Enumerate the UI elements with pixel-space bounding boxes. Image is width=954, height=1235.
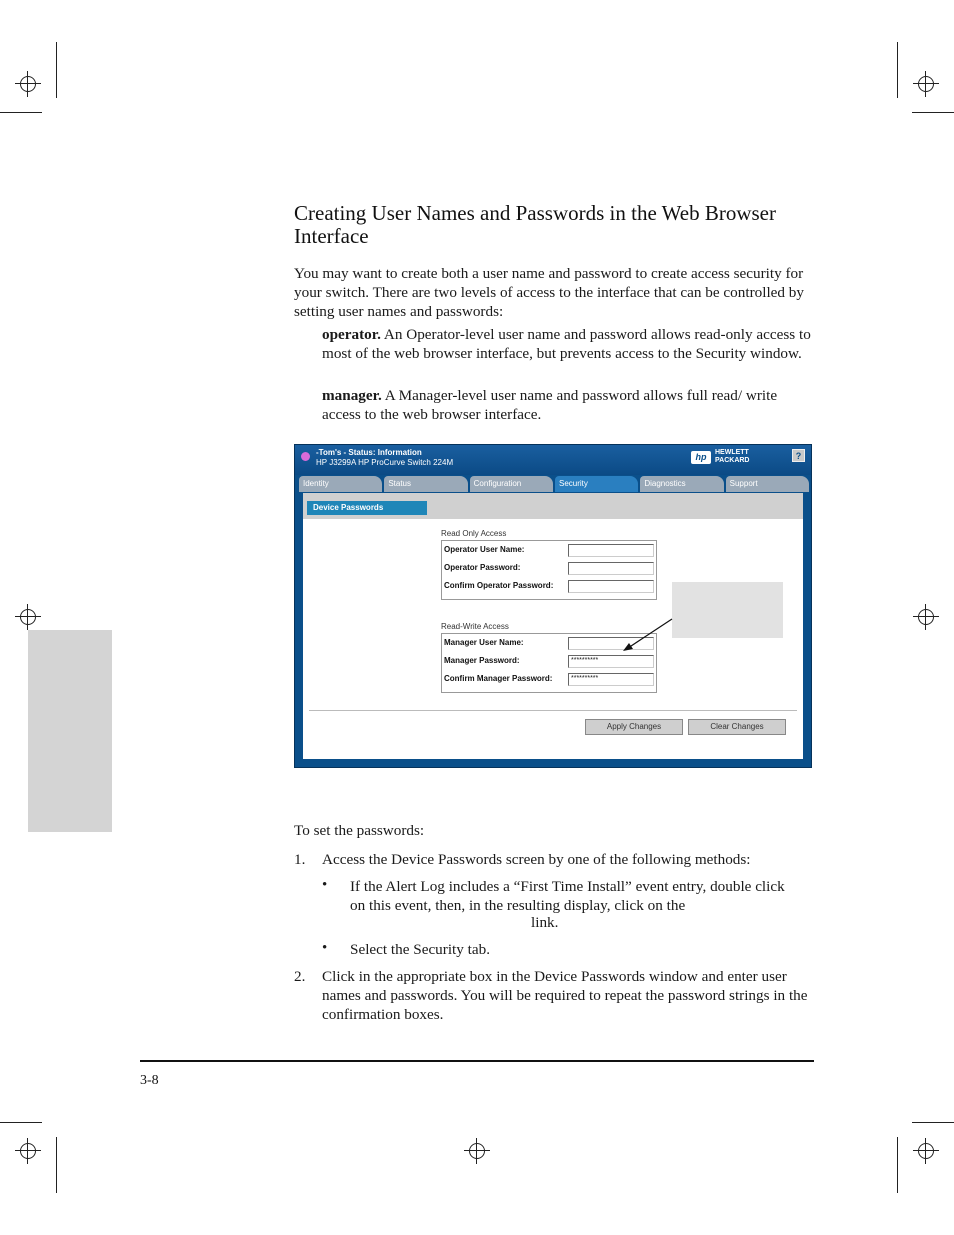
confirm-manager-password-input[interactable]: ********** bbox=[568, 673, 654, 686]
tab-identity[interactable]: Identity bbox=[299, 476, 382, 492]
button-separator bbox=[309, 710, 797, 711]
manager-password-input[interactable]: ********** bbox=[568, 655, 654, 668]
brand-name: HEWLETT PACKARD bbox=[715, 449, 750, 464]
step-1-text: Access the Device Passwords screen by one of the following methods: bbox=[322, 851, 751, 868]
confirm-operator-password-input[interactable] bbox=[568, 580, 654, 593]
registration-mark-icon bbox=[15, 604, 41, 630]
manager-definition bbox=[322, 386, 814, 424]
subtab-device-passwords[interactable]: Device Passwords bbox=[307, 501, 427, 515]
read-write-group-label: Read-Write Access bbox=[441, 622, 509, 631]
read-only-group-label: Read Only Access bbox=[441, 529, 507, 538]
confirm-operator-password-row bbox=[444, 580, 654, 594]
tab-bar bbox=[299, 476, 809, 492]
subtab-band bbox=[303, 493, 803, 519]
confirm-manager-password-label: Confirm Manager Password: bbox=[444, 674, 553, 683]
operator-definition bbox=[322, 325, 814, 363]
step-2-number: 2. bbox=[294, 968, 306, 985]
operator-password-row bbox=[444, 562, 654, 576]
operator-password-label: Operator Password: bbox=[444, 563, 521, 572]
registration-mark-icon bbox=[913, 604, 939, 630]
crop-mark bbox=[0, 112, 42, 113]
header-device-text: HP J3299A HP ProCurve Switch 224M bbox=[316, 458, 454, 467]
registration-mark-icon bbox=[913, 71, 939, 97]
confirm-manager-password-row bbox=[444, 673, 654, 687]
operator-text: An Operator-level user name and password allows read-only access to most of the web browser interface, but prevents access to the Security window. bbox=[322, 326, 811, 362]
operator-term: operator. bbox=[322, 326, 381, 343]
browser-header bbox=[295, 445, 811, 475]
registration-mark-icon bbox=[15, 1138, 41, 1164]
confirm-operator-password-label: Confirm Operator Password: bbox=[444, 581, 554, 590]
manager-term: manager. bbox=[322, 387, 382, 404]
help-button[interactable]: ? bbox=[792, 449, 805, 462]
hp-logo-icon: hp bbox=[691, 451, 711, 464]
bullet-icon: • bbox=[322, 940, 328, 956]
step-1-bullet-1-text: If the Alert Log includes a “First Time Install” event entry, double click on this event, then, in the resulting display, click on the bbox=[350, 878, 785, 914]
footer-rule bbox=[140, 1060, 814, 1062]
step-1-bullet-1-link-text: link. bbox=[531, 914, 559, 931]
header-status-text: -Tom's - Status: Information bbox=[316, 448, 422, 457]
tab-configuration[interactable]: Configuration bbox=[470, 476, 553, 492]
operator-password-input[interactable] bbox=[568, 562, 654, 575]
apply-changes-button[interactable]: Apply Changes bbox=[585, 719, 683, 735]
chapter-thumb-tab bbox=[28, 630, 112, 832]
step-2-text: Click in the appropriate box in the Device Passwords window and enter user names and passwords. You will be required to repeat the password strings in the confirmation boxes. bbox=[322, 968, 808, 1023]
manager-text: A Manager-level user name and password allows full read/ write access to the web browser interface. bbox=[322, 387, 778, 423]
manager-password-row bbox=[444, 655, 654, 669]
tab-diagnostics[interactable]: Diagnostics bbox=[640, 476, 723, 492]
clear-changes-button[interactable]: Clear Changes bbox=[688, 719, 786, 735]
manager-user-name-label: Manager User Name: bbox=[444, 638, 524, 647]
tab-security[interactable]: Security bbox=[555, 476, 638, 492]
to-set-heading: To set the passwords: bbox=[294, 822, 425, 839]
crop-mark bbox=[897, 1137, 898, 1193]
operator-user-name-row bbox=[444, 544, 654, 558]
callout-arrow-icon bbox=[620, 616, 676, 656]
status-globe-icon bbox=[301, 452, 310, 461]
bullet-icon: • bbox=[322, 877, 328, 893]
page-number: 3-8 bbox=[140, 1073, 159, 1088]
operator-user-name-input[interactable] bbox=[568, 544, 654, 557]
crop-mark bbox=[0, 1122, 42, 1123]
tab-status[interactable]: Status bbox=[384, 476, 467, 492]
registration-mark-icon bbox=[913, 1138, 939, 1164]
operator-user-name-label: Operator User Name: bbox=[444, 545, 525, 554]
callout-box bbox=[672, 582, 783, 638]
step-1-number: 1. bbox=[294, 851, 306, 868]
intro-paragraph: You may want to create both a user name and password to create access security for your switch. There are two levels of access to the interface that can be controlled by setting user names and passwords: bbox=[294, 265, 804, 320]
crop-mark bbox=[912, 112, 954, 113]
step-1-bullet-2-text: Select the Security tab. bbox=[350, 941, 491, 958]
registration-mark-icon bbox=[464, 1138, 490, 1164]
tab-support[interactable]: Support bbox=[726, 476, 809, 492]
read-only-group bbox=[441, 540, 657, 600]
crop-mark bbox=[897, 42, 898, 98]
crop-mark bbox=[56, 1137, 57, 1193]
section-title: Creating User Names and Passwords in the Web Browser Interface bbox=[294, 201, 776, 248]
registration-mark-icon bbox=[15, 71, 41, 97]
crop-mark bbox=[912, 1122, 954, 1123]
manager-password-label: Manager Password: bbox=[444, 656, 520, 665]
crop-mark bbox=[56, 42, 57, 98]
